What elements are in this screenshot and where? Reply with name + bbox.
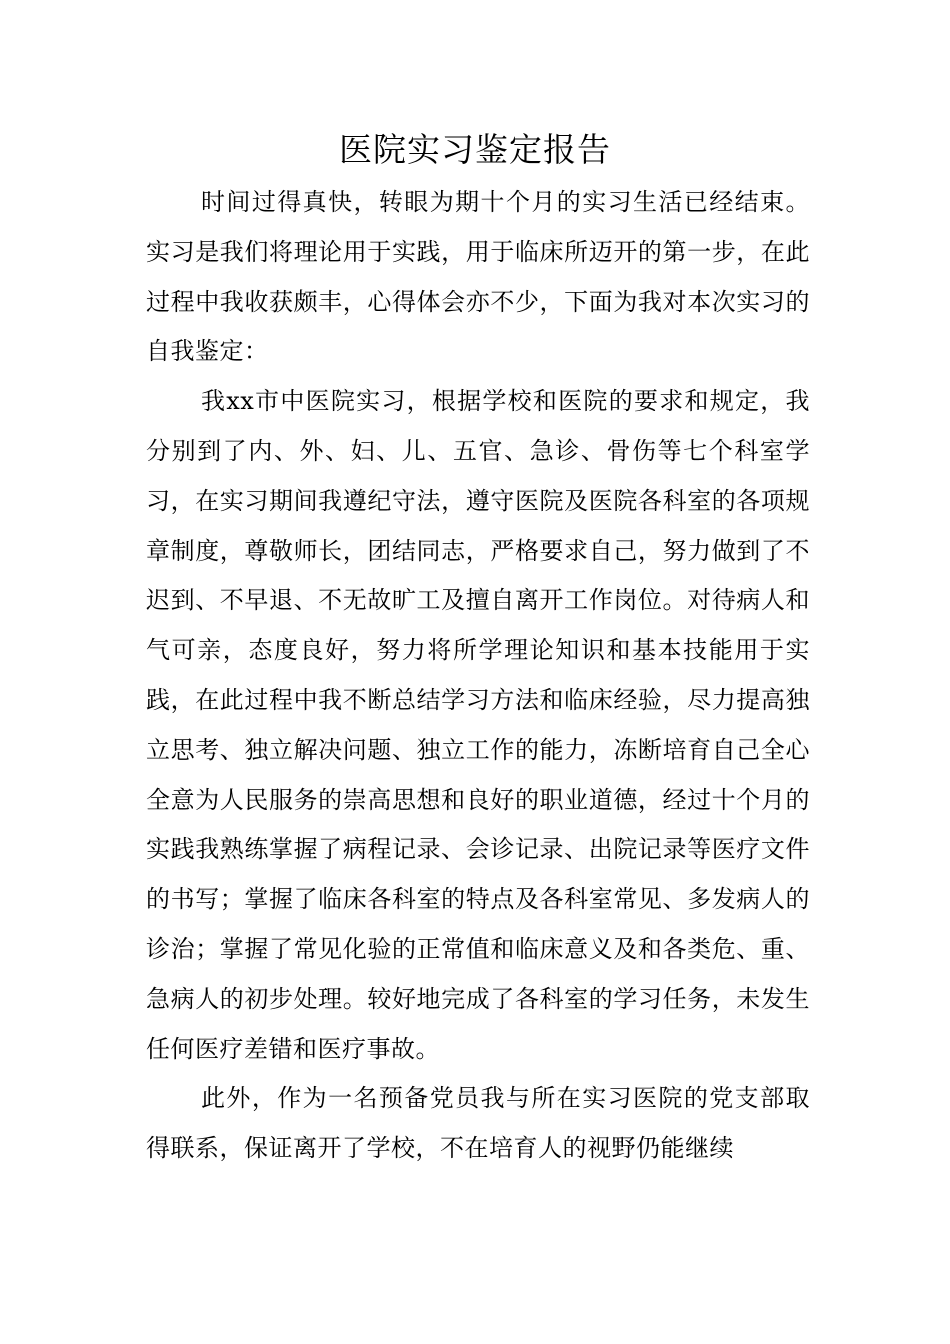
paragraph-party-member: 此外，作为一名预备党员我与所在实习医院的党支部取得联系，保证离开了学校，不在培育人的视野仍能继续 — [146, 1084, 810, 1163]
paragraph-internship-details: 我xx市中医院实习，根据学校和医院的要求和规定，我分别到了内、外、妇、儿、五官、急诊、骨伤等七个科室学习，在实习期间我遵纪守法，遵守医院及医院各科室的各项规章制度，尊敬师长，团结同志，严格要求自己，努力做到了不迟到、不早退、不无故旷工及擅自离开工作岗位。对待病人和气可亲，态度良好，努力将所学理论知识和基本技能用于实践，在此过程中我不断总结学习方法和临床经验，尽力提高独立思考、独立解决问题、独立工作的能力，冻断培育自己全心全意为人民服务的崇高思想和良好的职业道德，经过十个月的实践我熟练掌握了病程记录、会诊记录、出院记录等医疗文件的书写；掌握了临床各科室的特点及各科室常见、多发病人的诊治；掌握了常见化验的正常值和临床意义及和各类危、重、急病人的初步处理。较好地完成了各科室的学习任务，未发生任何医疗差错和医疗事故。 — [146, 387, 810, 1063]
document-title: 医院实习鉴定报告 — [339, 130, 611, 169]
paragraph-intro: 时间过得真快，转眼为期十个月的实习生活已经结束。实习是我们将理论用于实践，用于临床所迈开的第一步，在此过程中我收获颇丰，心得体会亦不少，下面为我对本次实习的自我鉴定： — [146, 188, 810, 366]
document-body — [146, 178, 810, 1174]
